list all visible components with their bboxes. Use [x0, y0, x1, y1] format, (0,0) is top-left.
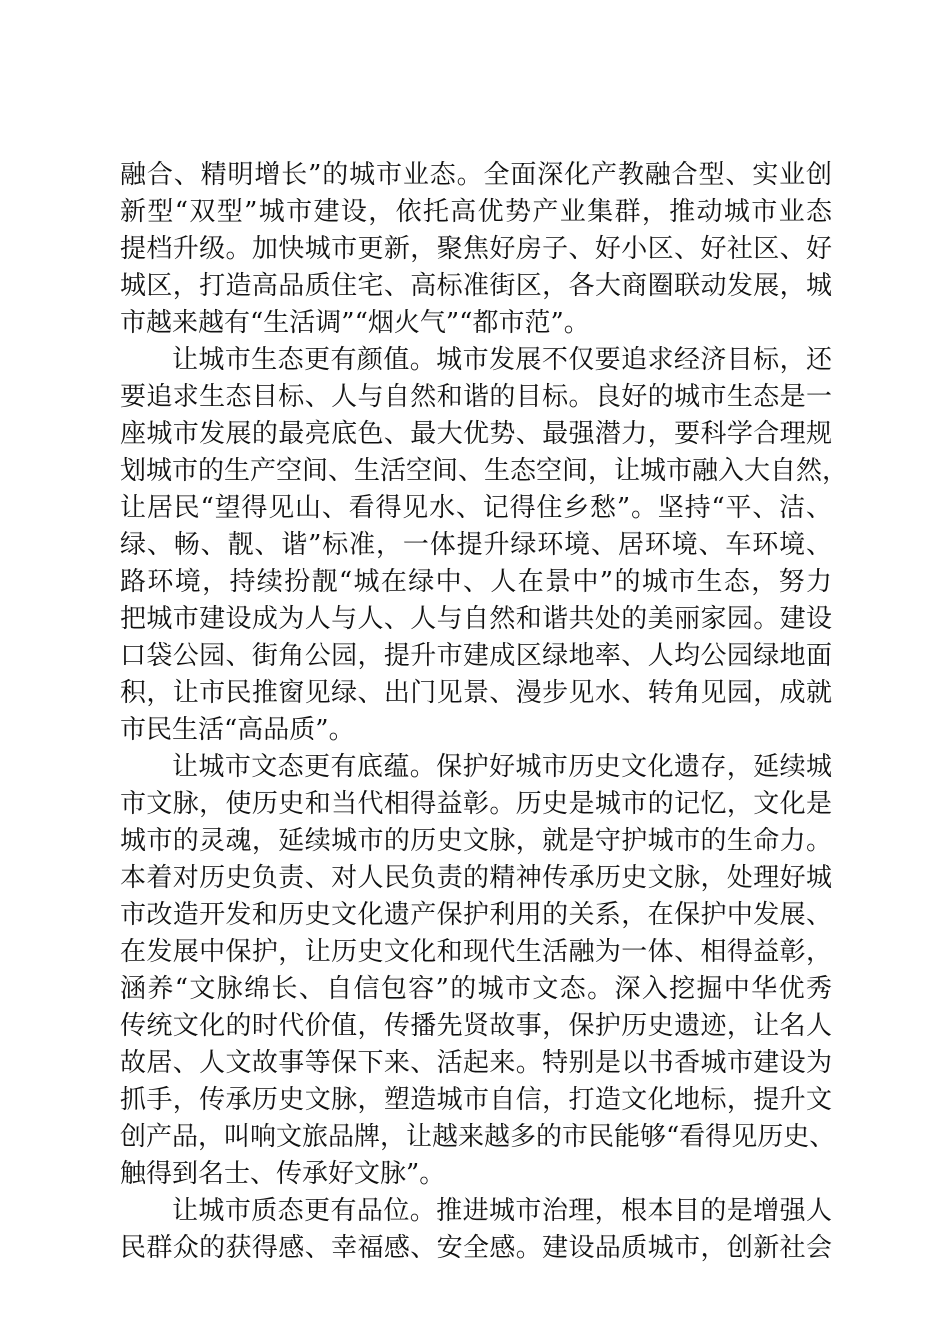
text-line: 积，让市民推窗见绿、出门见景、漫步见水、转角见园，成就 — [120, 678, 832, 708]
text-line: 要追求生态目标、人与自然和谐的目标。良好的城市生态是一 — [120, 382, 832, 412]
text-line: 座城市发展的最亮底色、最大优势、最强潜力，要科学合理规 — [120, 419, 832, 449]
text-line: 口袋公园、街角公园，提升市建成区绿地率、人均公园绿地面 — [120, 641, 832, 671]
paragraph-first-line: 让城市文态更有底蕴。保护好城市历史文化遗存，延续城 — [172, 752, 832, 782]
text-line: 新型“双型”城市建设，依托高优势产业集群，推动城市业态 — [120, 197, 832, 227]
paragraph-first-line: 让城市生态更有颜值。城市发展不仅要追求经济目标，还 — [172, 345, 832, 375]
text-line: 城市的灵魂，延续城市的历史文脉，就是守护城市的生命力。 — [120, 826, 832, 856]
text-line: 城区，打造高品质住宅、高标准街区，各大商圈联动发展，城 — [120, 271, 832, 301]
text-line: 市改造开发和历史文化遗产保护利用的关系，在保护中发展、 — [120, 900, 832, 930]
text-line: 划城市的生产空间、生活空间、生态空间，让城市融入大自然， — [120, 456, 849, 486]
text-line: 涵养“文脉绵长、自信包容”的城市文态。深入挖掘中华优秀 — [120, 974, 832, 1004]
paragraph-first-line: 让城市质态更有品位。推进城市治理，根本目的是增强人 — [172, 1196, 832, 1226]
text-line: 市越来越有“生活调”“烟火气”“都市范”。 — [120, 308, 590, 338]
text-line: 绿、畅、靓、谐”标准，一体提升绿环境、居环境、车环境、 — [120, 530, 832, 560]
text-line: 市民生活“高品质”。 — [120, 715, 355, 745]
text-line: 抓手，传承历史文脉，塑造城市自信，打造文化地标，提升文 — [120, 1085, 832, 1115]
text-line: 故居、人文故事等保下来、活起来。特别是以书香城市建设为 — [120, 1048, 832, 1078]
text-line: 路环境，持续扮靓“城在绿中、人在景中”的城市生态，努力 — [120, 567, 832, 597]
text-line: 提档升级。加快城市更新，聚焦好房子、好小区、好社区、好 — [120, 234, 832, 264]
text-line: 触得到名士、传承好文脉”。 — [120, 1159, 446, 1189]
text-line: 把城市建设成为人与人、人与自然和谐共处的美丽家园。建设 — [120, 604, 832, 634]
text-line: 在发展中保护，让历史文化和现代生活融为一体、相得益彰， — [120, 937, 832, 967]
text-line: 创产品，叫响文旅品牌，让越来越多的市民能够“看得见历史、 — [120, 1122, 836, 1152]
text-line: 传统文化的时代价值，传播先贤故事，保护历史遗迹，让名人 — [120, 1011, 832, 1041]
text-line: 市文脉，使历史和当代相得益彰。历史是城市的记忆，文化是 — [120, 789, 832, 819]
text-line: 本着对历史负责、对人民负责的精神传承历史文脉，处理好城 — [120, 863, 832, 893]
text-line: 让居民“望得见山、看得见水、记得住乡愁”。坚持“平、洁、 — [120, 493, 832, 523]
text-line: 融合、精明增长”的城市业态。全面深化产教融合型、实业创 — [120, 160, 832, 190]
text-line: 民群众的获得感、幸福感、安全感。建设品质城市，创新社会 — [120, 1233, 832, 1263]
